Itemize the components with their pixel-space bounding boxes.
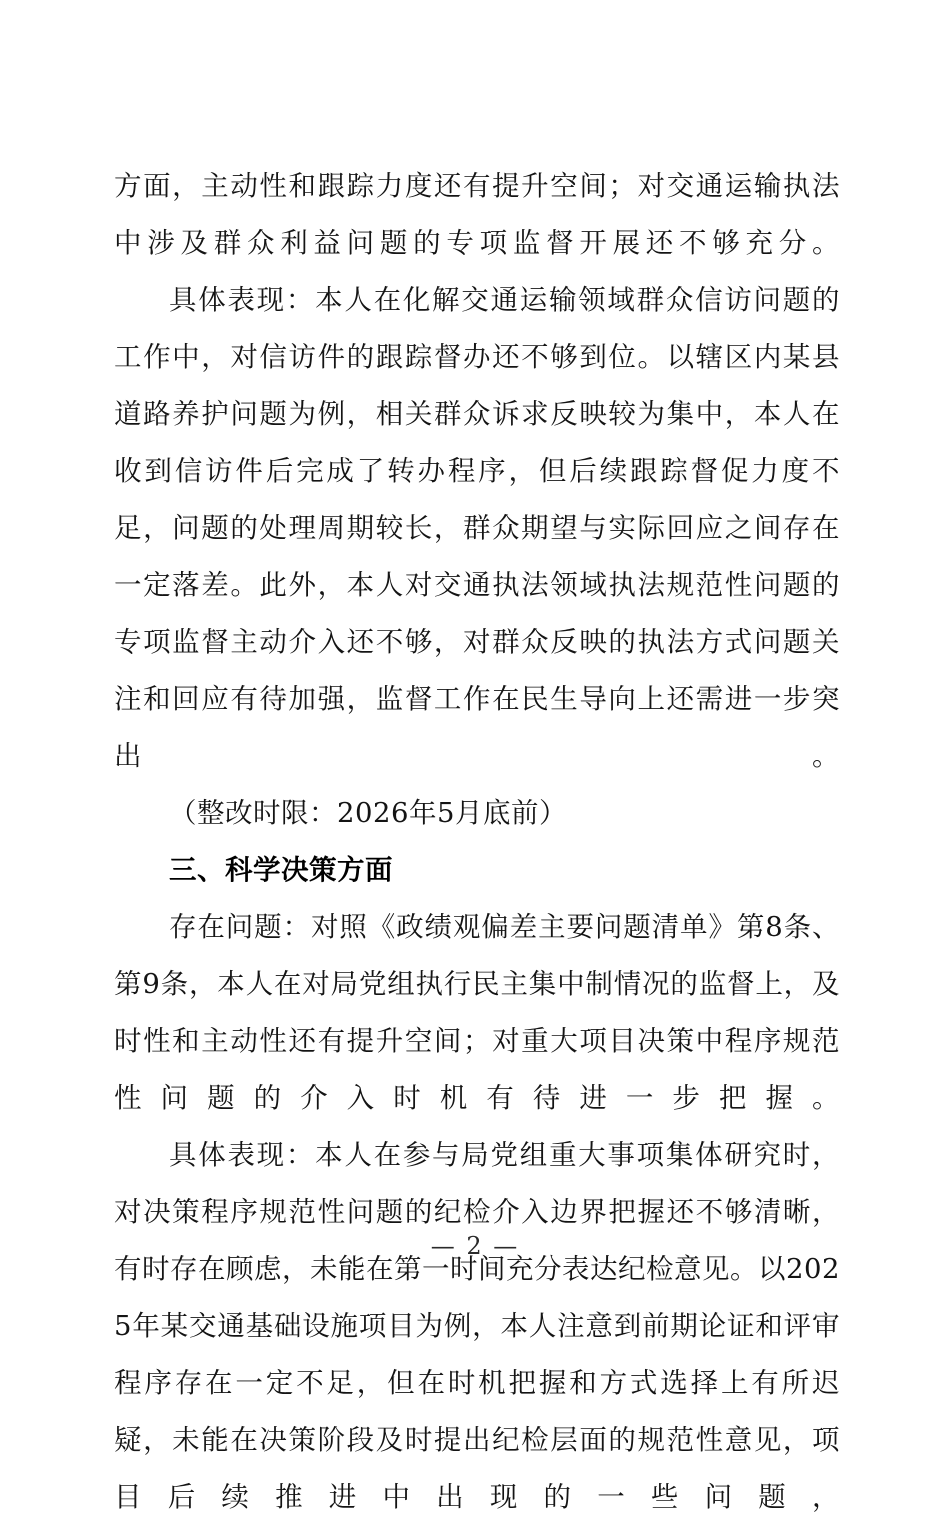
paragraph-problem-section-three: 存在问题：对照《政绩观偏差主要问题清单》第8条、第9条，本人在对局党组执行民主集中制情况的监督上，及时性和主动性还有提升空间；对重大项目决策中程序规范性问题的介入时机有待进一步把握。 xyxy=(114,911,840,1114)
rectification-deadline: （整改时限：2026年5月底前） xyxy=(169,797,567,829)
paragraph-manifestation-section-two: 具体表现：本人在化解交通运输领域群众信访问题的工作中，对信访件的跟踪督办还不够到位。以辖区内某县道路养护问题为例，相关群众诉求反映较为集中，本人在收到信访件后完成了转办程序，但后续跟踪督促力度不足，问题的处理周期较长，群众期望与实际回应之间存在一定落差。此外，本人对交通执法领域执法规范性问题的专项监督主动介入还不够，对群众反映的执法方式问题关注和回应有待加强，监督工作在民生导向上还需进一步突出。 xyxy=(114,284,840,772)
paragraph-manifestation-section-three: 具体表现：本人在参与局党组重大事项集体研究时，对决策程序规范性问题的纪检介入边界把握还不够清晰，有时存在顾虑，未能在第一时间充分表达纪检意见。以2025年某交通基础设施项目为例，本人注意到前期论证和评审程序存在一定不足，但在时机把握和方式选择上有所迟疑，未能在决策阶段及时提出纪检层面的规范性意见，项目后续推进中出现的一些问题， xyxy=(114,1139,840,1513)
document-body xyxy=(114,158,840,1526)
section-heading-scientific-decision: 三、科学决策方面 xyxy=(169,854,393,886)
page-number: — 2 — xyxy=(430,1232,520,1260)
paragraph-continuation: 方面，主动性和跟踪力度还有提升空间；对交通运输执法中涉及群众利益问题的专项监督开展还不够充分。 xyxy=(114,170,840,259)
